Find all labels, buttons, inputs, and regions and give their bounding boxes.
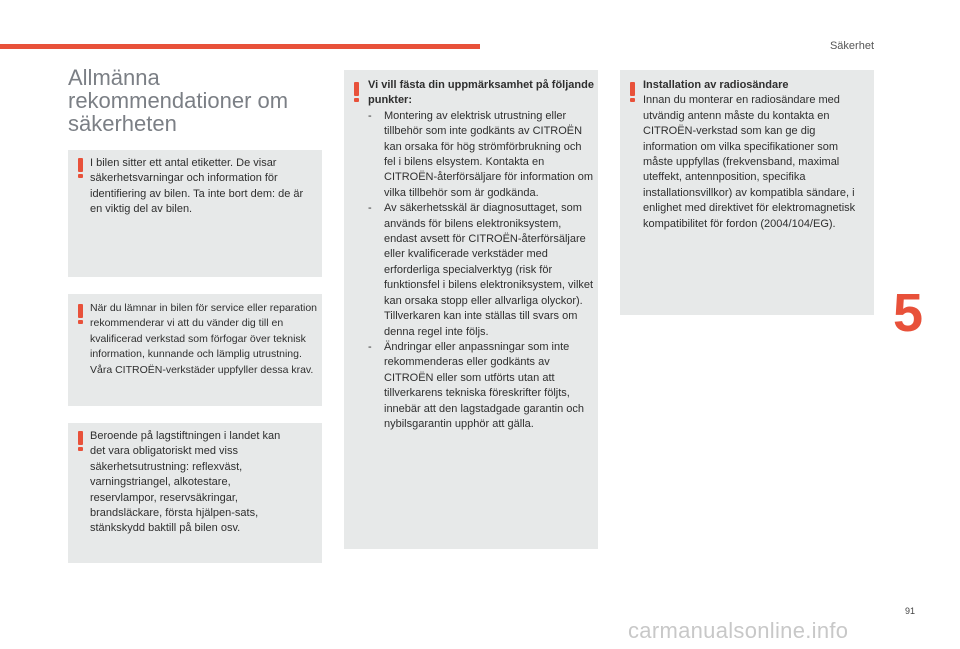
page-number: 91 [905,606,916,616]
warning-box-attention [344,70,598,549]
warning-box-title: Installation av radiosändare [643,79,789,91]
points-list [368,109,596,433]
warning-box-equipment [68,423,322,563]
page-title: Allmänna rekommendationer om säkerheten [68,65,289,136]
warning-box-text: I bilen sitter ett antal etiketter. De visar säkerhetsvarningar och information för identifiering av bilen. Ta inte bort dem: de är en viktig del av bilen. [90,157,304,216]
warning-box-content [643,78,871,232]
warning-icon [78,158,83,178]
warning-box-radio [620,70,874,315]
chapter-number: 5 [893,283,924,343]
warning-box-service [68,294,322,406]
header-accent-bar [0,44,480,49]
warning-box-title: Vi vill fästa din uppmärksamhet på följande punkter: [368,79,594,107]
warning-box-text: Beroende på lagstiftningen i landet kan det vara obligatoriskt med viss säkerhetsutrustning: reflexväst, varningstriangel, alkotestare, reservlampor, reservsäkringar, brandsläckare, första hjälpen-sats, stänkskydd baktill på bilen osv. [90,430,281,535]
warning-icon [630,82,635,102]
section-title: Säkerhet [829,40,874,52]
warning-box-text: Innan du monterar en radiosändare med utvändig antenn måste du kontakta en CITROËN-verkstad som kan ge dig information om vilka specifikationer som måste uppfyllas (frekvensband, maximal uteffekt, antennposition, specifika installationsvillkor) av kompatibla sändare, i enlighet med direktivet för elektromagnetisk kompatibilitet för fordon (2004/104/EG). [643,94,856,230]
warning-icon [78,304,83,324]
warning-box-content [368,78,596,432]
list-item: - Ändringar eller anpassningar som inte rekommenderas eller godkänts av CITROËN eller som utförts utan att tillverkarens tekniska föreskrifter följts, innebär att den lagstadgade garantin och nybilsgarantin upphör att gälla. [368,340,584,430]
watermark: carmanualsonline.info [628,618,849,643]
list-item: - Av säkerhetsskäl är diagnosuttaget, som används för bilens elektroniksystem, endast avsett för CITROËN-återförsäljare eller kvalificerade verkstäder med erforderliga specialverktyg (risk för funktionsfel i bilens elektroniksystem, vilket kan orsaka stopp eller allvarliga olyckor). Tillverkaren kan inte ställas till svars om denna regel inte följs. [368,202,594,338]
list-item: - Montering av elektrisk utrustning eller tillbehör som inte godkänts av CITROËN kan orsaka för hög strömförbrukning och fel i bilens elsystem. Kontakta en CITROËN-återförsäljare för information om vilka tillbehör som är godkända. [368,109,594,199]
warning-box-labels [68,150,322,277]
warning-icon [78,431,83,451]
warning-icon [354,82,359,102]
warning-box-text: När du lämnar in bilen för service eller reparation rekommenderar vi att du vänder dig till en kvalificerad verkstad som förfogar över teknisk information, kunnande och lämplig utrustning. Våra CITROËN-verkstäder uppfyller dessa krav. [90,302,318,376]
